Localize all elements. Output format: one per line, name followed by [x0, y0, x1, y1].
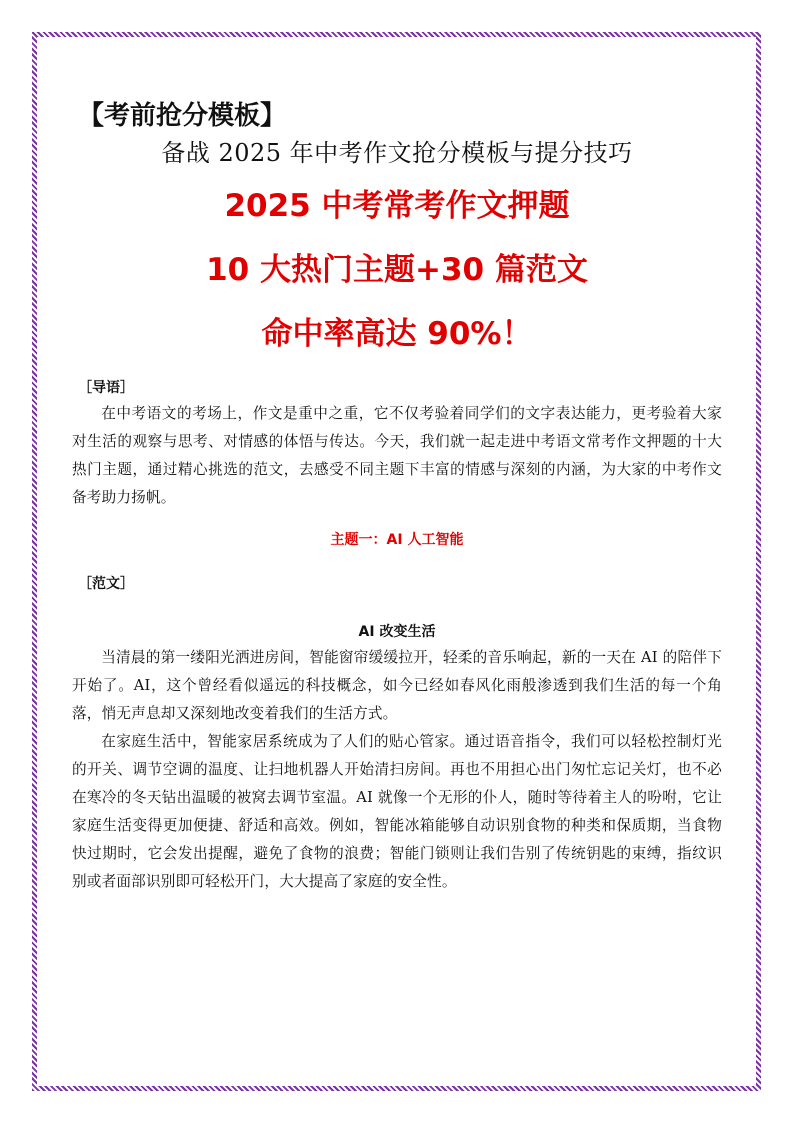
document-content [72, 96, 722, 896]
essay-paragraph-2: 在家庭生活中，智能家居系统成为了人们的贴心管家。通过语音指令，我们可以轻松控制灯光的开关、调节空调的温度、让扫地机器人开始清扫房间。再也不用担心出门匆忙忘记关灯，也不必在寒冷的冬天钻出温暖的被窝去调节室温。AI 就像一个无形的仆人，随时等待着主人的吩咐，它让家庭生活变得更加便捷、舒适和高效。例如，智能冰箱能够自动识别食物的种类和保质期，当食物快过期时，它会发出提醒，避免了食物的浪费；智能门锁则让我们告别了传统钥匙的束缚，指纹识别或者面部识别即可轻松开门，大大提高了家庭的安全性。 [72, 733, 722, 890]
essay-label: ［范文］ [78, 576, 134, 592]
essay-paragraph-1: 当清晨的第一缕阳光洒进房间，智能窗帘缓缓拉开，轻柔的音乐响起，新的一天在 AI 的陪伴下开始了。AI，这个曾经看似遥远的科技概念，如今已经如春风化雨般渗透到我们生活的每一个角落，悄无声息却又深刻地改变着我们的生活方式。 [72, 649, 722, 722]
intro-label: ［导语］ [78, 380, 134, 396]
document-subtitle: 备战 2025 年中考作文抢分模板与提分技巧 [161, 139, 633, 167]
headline-line-3: 命中率高达 90%！ [261, 316, 533, 352]
tag-title: 【考前抢分模板】 [78, 101, 287, 131]
essay-title: AI 改变生活 [358, 624, 436, 640]
headline-line-1: 2025 中考常考作文押题 [224, 188, 570, 224]
headline-line-2: 10 大热门主题+30 篇范文 [206, 252, 588, 288]
theme-heading: 主题一：AI 人工智能 [330, 532, 464, 548]
intro-paragraph: 在中考语文的考场上，作文是重中之重，它不仅考验着同学们的文字表达能力，更考验着大家对生活的观察与思考、对情感的体悟与传达。今天，我们就一起走进中考语文常考作文押题的十大热门主题，通过精心挑选的范文，去感受不同主题下丰富的情感与深刻的内涵，为大家的中考作文备考助力扬帆。 [72, 405, 722, 506]
